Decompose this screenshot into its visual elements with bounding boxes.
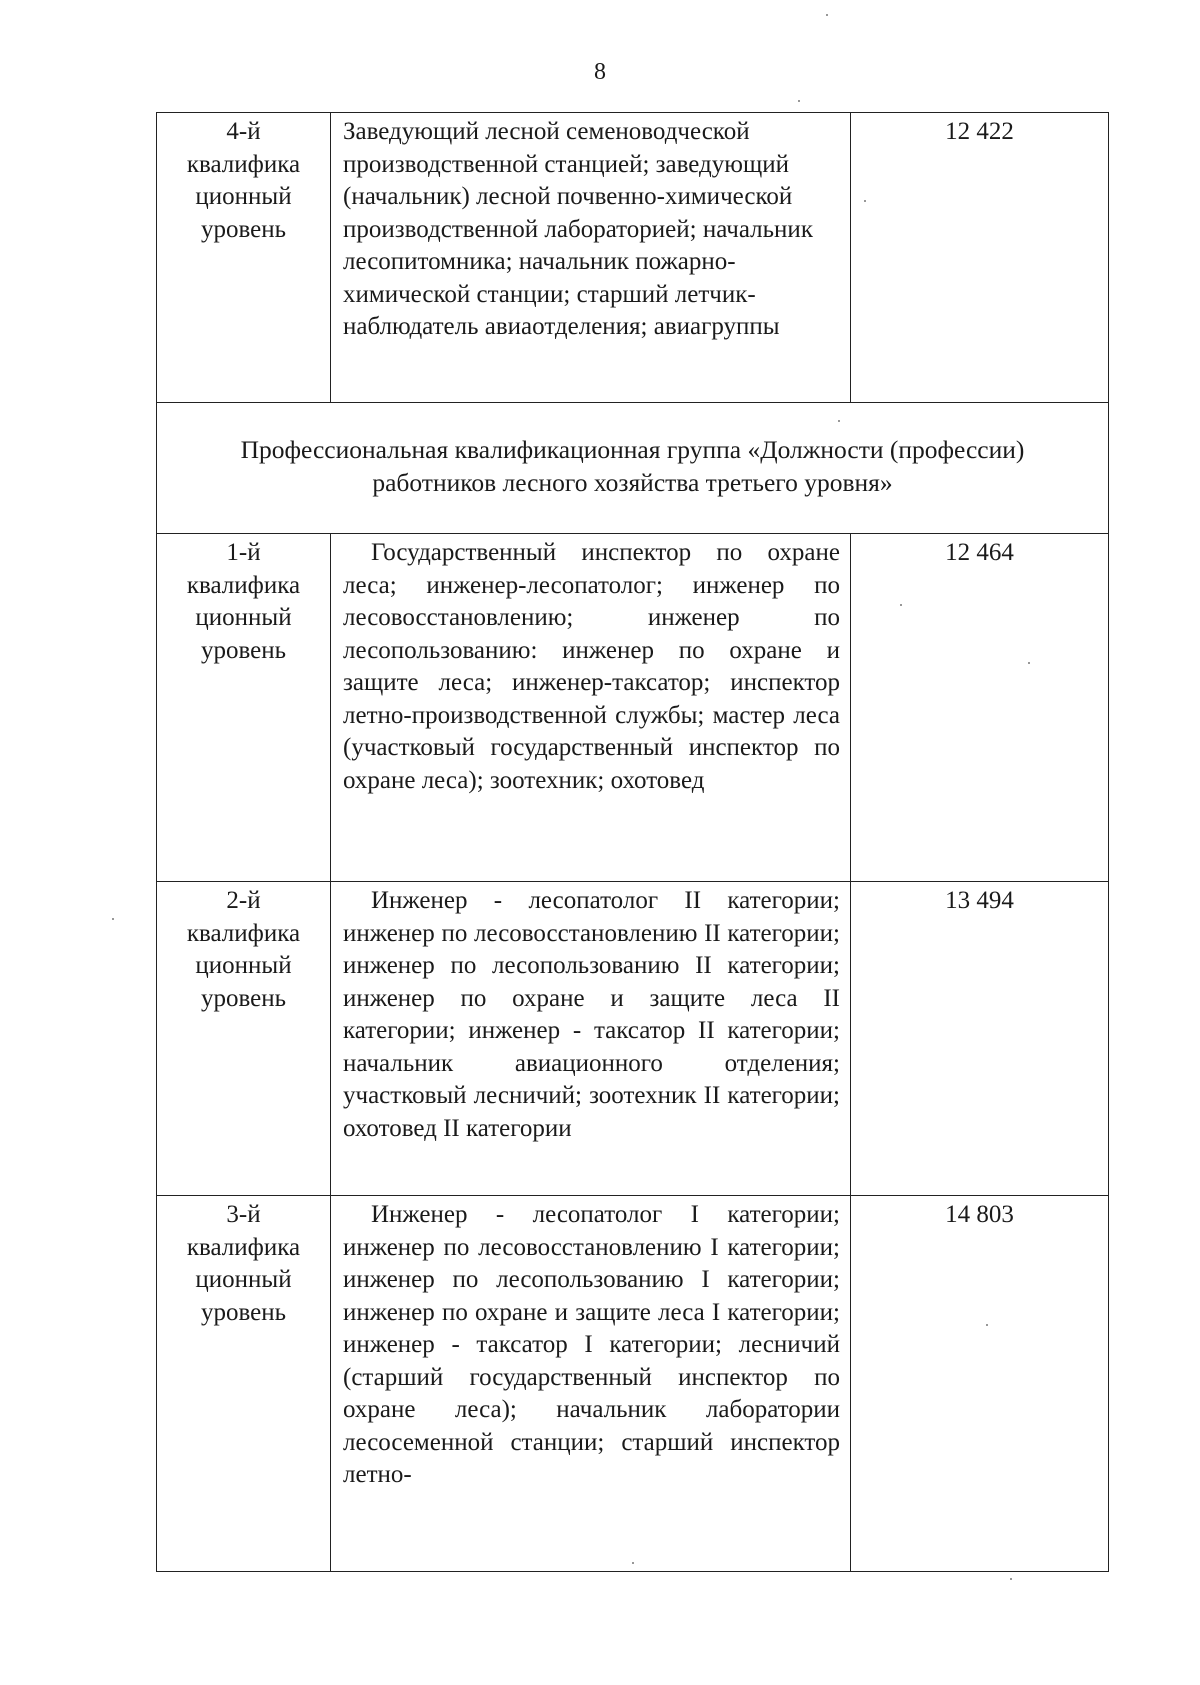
- positions-text: Инженер - лесопатолог I категории; инженер по лесовосстановлению I категории; инженер по лесопользованию I категории; инженер по охране и защите леса I категории; инженер - таксатор I категории; лесничий (старший государственный инспектор по охране леса); начальник лаборатории лесосеменной станции; старший инспектор летно-: [343, 1201, 840, 1488]
- table-row: [157, 113, 1109, 403]
- positions-cell: [331, 534, 851, 882]
- table-row: [157, 882, 1109, 1196]
- positions-cell: [331, 113, 851, 403]
- level-text: квалифика: [186, 571, 301, 599]
- level-text: 1-й: [226, 539, 261, 566]
- positions-text: Государственный инспектор по охране леса; инженер-лесопатолог; инженер по лесовосстановлению; инженер по лесопользованию: инженер по охране и защите леса; инженер-таксатор; инспектор летно-производственной службы; мастер леса (участковый государственный инспектор по охране леса); зоотехник; охотовед: [343, 539, 840, 794]
- salary-value: 13 494: [945, 887, 1014, 914]
- salary-cell: [851, 113, 1109, 403]
- table-row: [157, 534, 1109, 882]
- positions-cell: [331, 882, 851, 1196]
- level-text: уровень: [200, 636, 287, 664]
- level-text: уровень: [200, 1298, 287, 1326]
- level-text: ционный: [195, 604, 292, 631]
- level-text: 2-й: [226, 887, 261, 914]
- scan-speck: [864, 200, 866, 202]
- level-text: 4-й: [226, 118, 261, 145]
- scan-speck: [1028, 662, 1030, 664]
- salary-cell: [851, 534, 1109, 882]
- page-number: 8: [594, 59, 606, 85]
- level-text: ционный: [195, 183, 292, 210]
- group-header-row: [157, 403, 1109, 534]
- positions-text: Инженер - лесопатолог II категории; инженер по лесовосстановлению II категории; инженер по лесопользованию II категории; инженер по охране и защите леса II категории; инженер - таксатор II категории; начальник авиационного отделения; участковый лесничий; зоотехник II категории; охотовед II категории: [343, 887, 840, 1142]
- table-row: [157, 1196, 1109, 1572]
- positions-text: Заведующий лесной семеноводческой производственной станцией; заведующий (начальник) лесной почвенно-химической производственной лабораторией; начальник лесопитомника; начальник пожарно-химической станции; старший летчик-наблюдатель авиаотделения; авиагруппы: [343, 118, 813, 340]
- level-text: уровень: [200, 984, 287, 1012]
- group-header-cell: [157, 403, 1109, 534]
- level-text: уровень: [200, 215, 287, 243]
- group-header-text: Профессиональная квалификационная группа «Должности (профессии) работников лесного хозяйства третьего уровня»: [240, 435, 1025, 497]
- positions-cell: [331, 1196, 851, 1572]
- qualification-level-cell: [157, 113, 331, 403]
- level-text: 3-й: [226, 1201, 261, 1228]
- qualification-level-cell: [157, 1196, 331, 1572]
- scan-speck: [838, 420, 840, 422]
- qualification-table: [156, 112, 1109, 1572]
- scan-speck: [826, 14, 828, 16]
- qualification-level-cell: [157, 534, 331, 882]
- salary-value: 12 422: [945, 118, 1014, 145]
- scan-speck: [798, 100, 800, 102]
- salary-value: 14 803: [945, 1201, 1014, 1228]
- scan-speck: [112, 918, 114, 920]
- salary-cell: [851, 882, 1109, 1196]
- salary-value: 12 464: [945, 539, 1014, 566]
- scan-speck: [632, 1562, 634, 1564]
- level-text: квалифика: [186, 1233, 301, 1261]
- level-text: ционный: [195, 952, 292, 979]
- level-text: квалифика: [186, 150, 301, 178]
- qualification-level-cell: [157, 882, 331, 1196]
- salary-cell: [851, 1196, 1109, 1572]
- level-text: ционный: [195, 1266, 292, 1293]
- scan-speck: [986, 1324, 988, 1326]
- level-text: квалифика: [186, 919, 301, 947]
- scan-speck: [1010, 1578, 1012, 1580]
- scan-speck: [900, 604, 902, 606]
